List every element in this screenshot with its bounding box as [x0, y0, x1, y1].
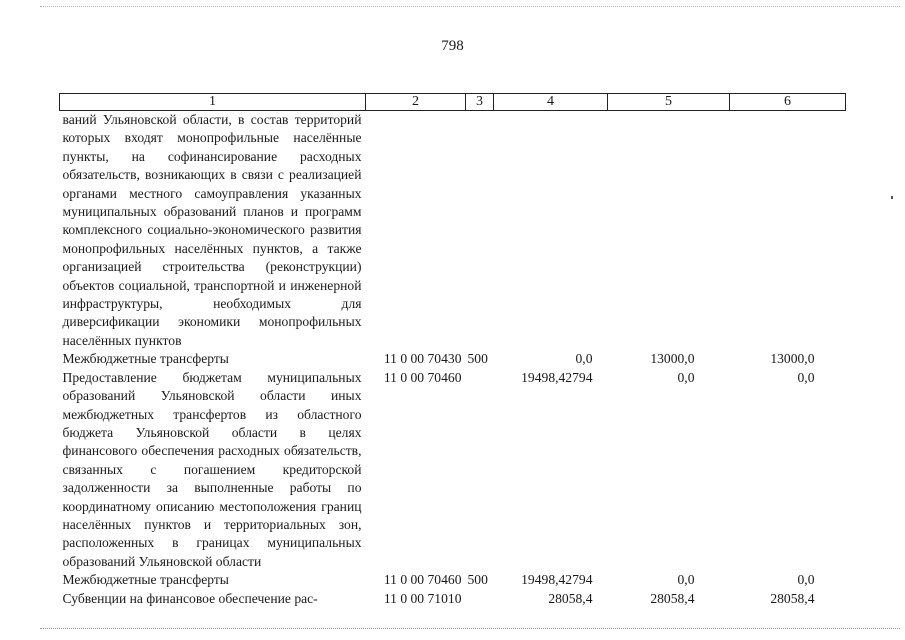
column-header: 4 — [494, 94, 608, 111]
target-article-code: 11 0 00 71010 — [383, 590, 462, 606]
table-header — [60, 94, 846, 111]
amount-col6: 13000,0 — [770, 351, 815, 367]
row-description: Предоставление бюджетам муниципальных образований Ульяновской области иных межбюджетных трансфертов из областного бюджета Ульяновской области в целях финансового обеспечения расходных обязательств, связанных с погашением кредиторской задолженности за выполненные работы по координатному описанию местоположения границ населённых пунктов и территориальных зон, расположенных в границах муниципальных образований Ульяновской области — [62, 369, 362, 569]
expense-type-code — [466, 369, 494, 571]
amount-col5: 13000,0 — [650, 351, 695, 367]
amount-col5 — [608, 111, 730, 351]
row-description: Межбюджетные трансферты — [62, 351, 229, 367]
target-article-code: 11 0 00 70460 — [383, 572, 462, 588]
amount-col6 — [730, 111, 846, 351]
table-row — [60, 350, 846, 368]
expense-type-code — [466, 590, 494, 608]
row-description: ваний Ульяновской области, в состав территорий которых входят монопрофильные населённые пункты, на софинансирование расходных обязательств, возникающих в связи с реализацией органами местного самоуправления указанных муниципальных образований планов и программ комплексного социально-экономического развития монопрофильных населённых пунктов, а также организацией строительства (реконструкции) объектов социальной, транспортной и инженерной инфраструктуры, необходимых для диверсификации экономики монопрофильных населённых пунктов — [62, 112, 362, 348]
expense-type-code: 500 — [467, 351, 488, 367]
amount-col4: 28058,4 — [548, 590, 593, 606]
column-header: 3 — [466, 94, 494, 111]
scan-speck — [891, 196, 893, 199]
amount-col4 — [494, 111, 608, 351]
row-description: Субвенции на финансовое обеспечение рас- — [62, 590, 318, 606]
column-header: 5 — [608, 94, 730, 111]
budget-table — [59, 93, 846, 608]
table-row — [60, 111, 846, 351]
page-number: 798 — [441, 38, 464, 54]
target-article-code: 11 0 00 70460 — [383, 369, 462, 385]
amount-col4: 19498,42794 — [521, 369, 593, 385]
amount-col4: 0,0 — [575, 351, 593, 367]
scan-edge-top — [40, 6, 900, 7]
row-description: Межбюджетные трансферты — [62, 572, 229, 588]
amount-col5: 28058,4 — [650, 590, 695, 606]
amount-col5: 0,0 — [677, 369, 695, 385]
target-article-code — [366, 111, 466, 351]
table-row — [60, 590, 846, 608]
target-article-code: 11 0 00 70430 — [383, 351, 462, 367]
expense-type-code — [466, 111, 494, 351]
table-row — [60, 369, 846, 571]
column-header: 2 — [366, 94, 466, 111]
scan-edge-bottom — [40, 628, 900, 629]
header-row — [60, 94, 846, 111]
amount-col6: 28058,4 — [770, 590, 815, 606]
amount-col5: 0,0 — [677, 572, 695, 588]
column-header: 1 — [60, 94, 366, 111]
amount-col4: 19498,42794 — [521, 572, 593, 588]
expense-type-code: 500 — [467, 572, 488, 588]
amount-col6: 0,0 — [797, 369, 815, 385]
amount-col6: 0,0 — [797, 572, 815, 588]
table-row — [60, 571, 846, 589]
column-header: 6 — [730, 94, 846, 111]
table-body — [60, 111, 846, 608]
